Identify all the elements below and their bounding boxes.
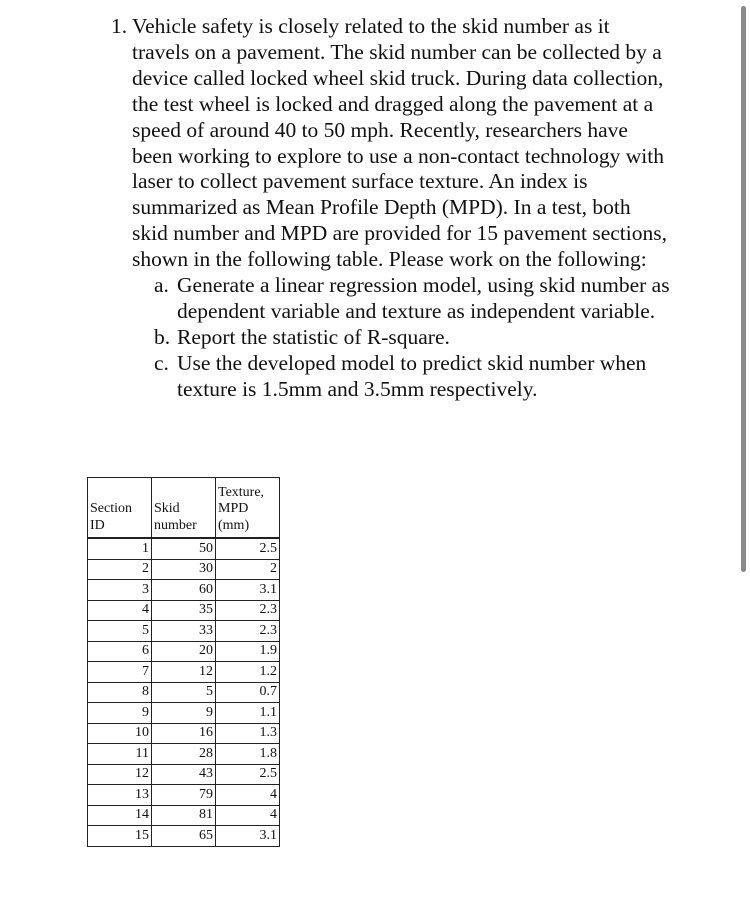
- cell-section-id: 8: [88, 682, 152, 703]
- subpart-b: [154, 325, 671, 351]
- table-row: [88, 621, 280, 642]
- cell-section-id: 7: [88, 662, 152, 683]
- table-row: [88, 600, 280, 621]
- cell-section-id: 14: [88, 805, 152, 826]
- cell-mpd: 1.8: [216, 744, 280, 765]
- cell-mpd: 3.1: [216, 826, 280, 847]
- table-row: [88, 744, 280, 765]
- cell-skid-number: 33: [152, 621, 216, 642]
- cell-skid-number: 16: [152, 723, 216, 744]
- header-section-id: Section ID: [88, 478, 152, 539]
- vertical-scrollbar[interactable]: [741, 6, 746, 572]
- cell-section-id: 1: [88, 538, 152, 559]
- problem-text: Vehicle safety is closely related to the skid number as it travels on a pavement. The skid number can be collected by a device called locked wheel skid truck. During data collection, the test wheel is locked and dragged along the pavement at a speed of around 40 to 50 mph. Recently, researchers have been working to explore to use a non-contact technology with laser to collect pavement surface texture. An index is summarized as Mean Profile Depth (MPD). In a test, both skid number and MPD are provided for 15 pavement sections, shown in the following table. Please work on the following:: [132, 14, 667, 272]
- table-row: [88, 559, 280, 580]
- table-row: [88, 826, 280, 847]
- subpart-list: [154, 273, 671, 403]
- cell-section-id: 9: [88, 703, 152, 724]
- cell-section-id: 5: [88, 621, 152, 642]
- cell-skid-number: 79: [152, 785, 216, 806]
- cell-skid-number: 9: [152, 703, 216, 724]
- cell-mpd: 2.3: [216, 600, 280, 621]
- table-row: [88, 580, 280, 601]
- table-row: [88, 682, 280, 703]
- problem-number: 1.: [111, 14, 128, 38]
- cell-section-id: 10: [88, 723, 152, 744]
- cell-skid-number: 28: [152, 744, 216, 765]
- subpart-letter: c.: [154, 350, 169, 375]
- cell-skid-number: 30: [152, 559, 216, 580]
- cell-section-id: 6: [88, 641, 152, 662]
- table-row: [88, 785, 280, 806]
- subpart-c: [154, 351, 671, 403]
- cell-mpd: 1.2: [216, 662, 280, 683]
- table-row: [88, 538, 280, 559]
- table-row: [88, 805, 280, 826]
- cell-mpd: 1.3: [216, 723, 280, 744]
- subpart-text: Use the developed model to predict skid number when texture is 1.5mm and 3.5mm respectively.: [177, 350, 647, 401]
- cell-mpd: 2.5: [216, 538, 280, 559]
- table-row: [88, 764, 280, 785]
- cell-mpd: 1.9: [216, 641, 280, 662]
- table-row: [88, 703, 280, 724]
- subpart-letter: b.: [154, 324, 171, 349]
- subpart-text: Report the statistic of R-square.: [177, 324, 450, 349]
- cell-mpd: 2.5: [216, 764, 280, 785]
- subpart-a: [154, 273, 671, 325]
- cell-mpd: 4: [216, 785, 280, 806]
- cell-skid-number: 20: [152, 641, 216, 662]
- table-body: [88, 538, 280, 846]
- problem-statement: [111, 14, 671, 424]
- cell-mpd: 2.3: [216, 621, 280, 642]
- table-row: [88, 723, 280, 744]
- cell-skid-number: 35: [152, 600, 216, 621]
- header-texture-mpd: Texture, MPD (mm): [216, 478, 280, 539]
- cell-skid-number: 60: [152, 580, 216, 601]
- cell-section-id: 13: [88, 785, 152, 806]
- cell-section-id: 2: [88, 559, 152, 580]
- cell-skid-number: 5: [152, 682, 216, 703]
- cell-skid-number: 65: [152, 826, 216, 847]
- cell-section-id: 11: [88, 744, 152, 765]
- cell-mpd: 2: [216, 559, 280, 580]
- cell-skid-number: 12: [152, 662, 216, 683]
- cell-mpd: 1.1: [216, 703, 280, 724]
- cell-mpd: 3.1: [216, 580, 280, 601]
- cell-section-id: 15: [88, 826, 152, 847]
- cell-mpd: 0.7: [216, 682, 280, 703]
- cell-section-id: 12: [88, 764, 152, 785]
- skid-mpd-table: [87, 477, 280, 847]
- cell-section-id: 3: [88, 580, 152, 601]
- cell-mpd: 4: [216, 805, 280, 826]
- table-row: [88, 641, 280, 662]
- cell-skid-number: 43: [152, 764, 216, 785]
- cell-skid-number: 81: [152, 805, 216, 826]
- table-header-row: [88, 478, 280, 539]
- cell-skid-number: 50: [152, 538, 216, 559]
- table-row: [88, 662, 280, 683]
- subpart-text: Generate a linear regression model, using skid number as dependent variable and texture as independent variable.: [177, 273, 670, 323]
- subpart-letter: a.: [154, 273, 169, 298]
- cell-section-id: 4: [88, 600, 152, 621]
- header-skid-number: Skid number: [152, 478, 216, 539]
